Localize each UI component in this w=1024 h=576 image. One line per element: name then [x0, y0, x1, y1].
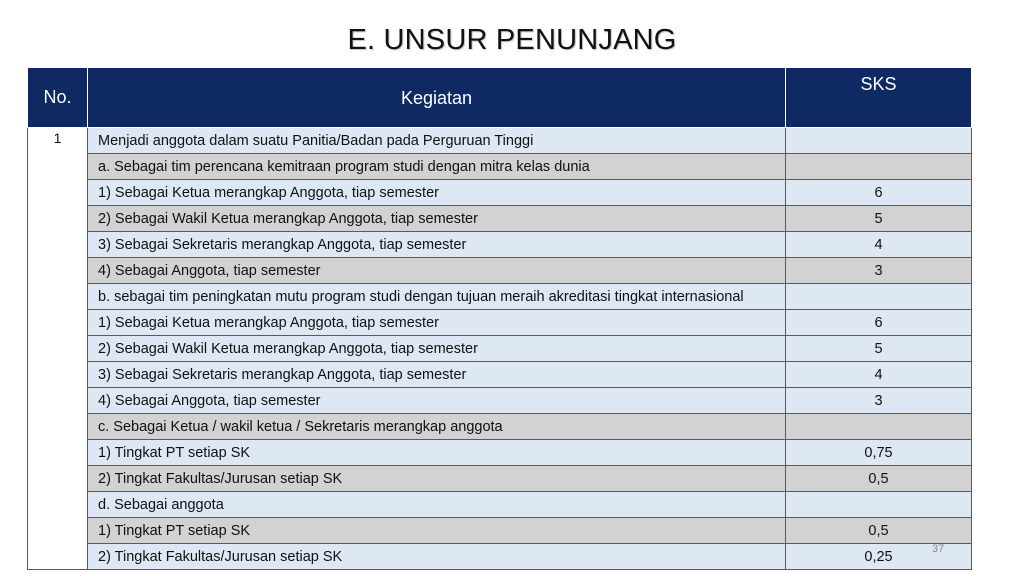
sks-cell: 4 [786, 232, 972, 258]
kegiatan-cell: a. Sebagai tim perencana kemitraan program studi dengan mitra kelas dunia [88, 154, 786, 180]
table-row [28, 362, 972, 388]
kegiatan-cell: 4) Sebagai Anggota, tiap semester [88, 388, 786, 414]
kegiatan-cell: 3) Sebagai Sekretaris merangkap Anggota, tiap semester [88, 362, 786, 388]
kegiatan-cell: 2) Tingkat Fakultas/Jurusan setiap SK [88, 466, 786, 492]
table-row [28, 284, 972, 310]
table-row [28, 492, 972, 518]
table-row [28, 180, 972, 206]
sks-cell: 5 [786, 336, 972, 362]
slide-number: 37 [932, 543, 945, 555]
table-row [28, 154, 972, 180]
sks-cell: 0,5 [786, 466, 972, 492]
sks-cell: 0,75 [786, 440, 972, 466]
sks-cell [786, 284, 972, 310]
header-kegiatan: Kegiatan [88, 68, 786, 128]
sks-cell [786, 154, 972, 180]
table-row [28, 232, 972, 258]
kegiatan-cell: Menjadi anggota dalam suatu Panitia/Badan pada Perguruan Tinggi [88, 128, 786, 154]
header-sks: SKS [786, 68, 972, 128]
table-row [28, 518, 972, 544]
sks-cell [786, 414, 972, 440]
kegiatan-cell: d. Sebagai anggota [88, 492, 786, 518]
sks-cell: 5 [786, 206, 972, 232]
table-row [28, 128, 972, 154]
kegiatan-cell: 2) Tingkat Fakultas/Jurusan setiap SK [88, 544, 786, 570]
table-row [28, 258, 972, 284]
kegiatan-cell: c. Sebagai Ketua / wakil ketua / Sekretaris merangkap anggota [88, 414, 786, 440]
table-header-row [28, 68, 972, 128]
header-no: No. [28, 68, 88, 128]
table-row [28, 544, 972, 570]
kegiatan-cell: 1) Tingkat PT setiap SK [88, 518, 786, 544]
kegiatan-cell: b. sebagai tim peningkatan mutu program studi dengan tujuan meraih akreditasi tingkat internasional [88, 284, 786, 310]
table-row [28, 388, 972, 414]
sks-cell: 6 [786, 310, 972, 336]
sks-cell: 0,5 [786, 518, 972, 544]
kegiatan-cell: 4) Sebagai Anggota, tiap semester [88, 258, 786, 284]
sks-cell: 6 [786, 180, 972, 206]
sks-cell [786, 492, 972, 518]
kegiatan-cell: 1) Tingkat PT setiap SK [88, 440, 786, 466]
table-row [28, 310, 972, 336]
kegiatan-cell: 3) Sebagai Sekretaris merangkap Anggota, tiap semester [88, 232, 786, 258]
table-body [28, 128, 972, 570]
table-row [28, 466, 972, 492]
table-row [28, 336, 972, 362]
kegiatan-cell: 2) Sebagai Wakil Ketua merangkap Anggota, tiap semester [88, 206, 786, 232]
table-row [28, 414, 972, 440]
table-row [28, 206, 972, 232]
sks-cell: 0,25 [786, 544, 972, 570]
slide-title: E. UNSUR PENUNJANG [347, 24, 677, 56]
kegiatan-cell: 2) Sebagai Wakil Ketua merangkap Anggota, tiap semester [88, 336, 786, 362]
sks-cell: 3 [786, 258, 972, 284]
sks-cell: 4 [786, 362, 972, 388]
sks-cell: 3 [786, 388, 972, 414]
row-number-cell: 1 [28, 128, 88, 570]
table-row [28, 440, 972, 466]
sks-cell [786, 128, 972, 154]
kegiatan-cell: 1) Sebagai Ketua merangkap Anggota, tiap semester [88, 180, 786, 206]
activity-table [27, 67, 972, 570]
kegiatan-cell: 1) Sebagai Ketua merangkap Anggota, tiap semester [88, 310, 786, 336]
